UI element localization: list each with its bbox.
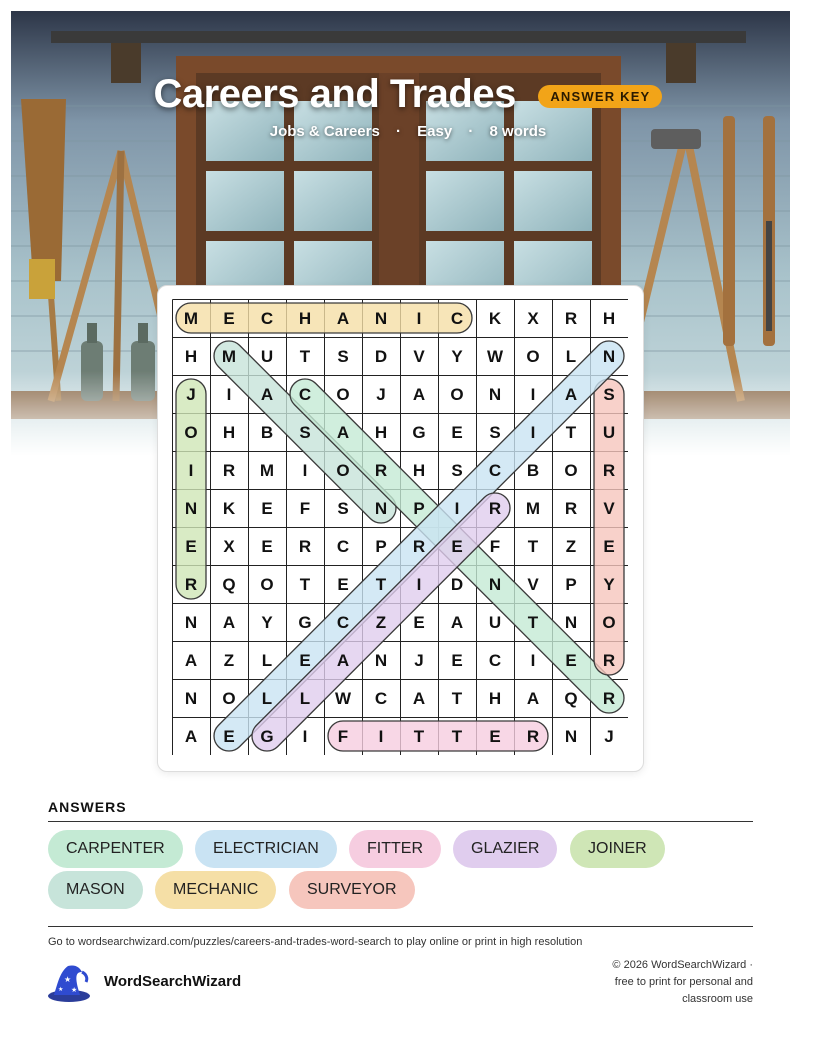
grid-letter: H xyxy=(222,423,236,442)
grid-letter: J xyxy=(186,385,196,404)
brand-name[interactable]: WordSearchWizard xyxy=(104,973,242,990)
answer-chip: ELECTRICIAN xyxy=(195,830,337,868)
divider xyxy=(48,821,753,822)
grid-letter: N xyxy=(184,689,198,708)
grid-letter: G xyxy=(298,613,312,632)
grid-letter: K xyxy=(488,309,502,328)
grid-letter: W xyxy=(486,347,504,366)
grid-letter: R xyxy=(602,461,616,480)
grid-letter: O xyxy=(260,575,274,594)
answer-chip: CARPENTER xyxy=(48,830,183,868)
grid-letter: T xyxy=(413,727,425,746)
grid-letter: H xyxy=(184,347,198,366)
grid-letter: A xyxy=(450,613,464,632)
grid-letter: D xyxy=(374,347,388,366)
grid-letter: T xyxy=(299,575,311,594)
answer-chip: JOINER xyxy=(570,830,665,868)
grid-letter: V xyxy=(527,575,539,594)
grid-letter: O xyxy=(336,385,350,404)
grid-letter: T xyxy=(565,423,577,442)
answer-chip: MASON xyxy=(48,871,143,909)
grid-letter: C xyxy=(450,309,464,328)
grid-letter: A xyxy=(336,651,350,670)
grid-letter: C xyxy=(260,309,274,328)
grid-letter: G xyxy=(260,727,274,746)
title-row xyxy=(0,72,816,117)
grid-letter: A xyxy=(412,689,426,708)
grid-letter: M xyxy=(525,499,541,518)
grid-letter: P xyxy=(565,575,577,594)
grid-letter: A xyxy=(526,689,540,708)
grid-letter: I xyxy=(302,727,308,746)
grid-letter: N xyxy=(374,651,388,670)
grid-letter: K xyxy=(222,499,236,518)
copyright-line: © 2026 WordSearchWizard · xyxy=(612,959,753,971)
grid-letter: O xyxy=(184,423,198,442)
grid-letter: F xyxy=(299,499,311,518)
grid-letter: J xyxy=(414,651,424,670)
grid-letter: I xyxy=(226,385,232,404)
grid-letter: H xyxy=(374,423,388,442)
grid-letter: L xyxy=(565,347,577,366)
grid-letter: S xyxy=(299,423,311,442)
grid-letter: M xyxy=(259,461,275,480)
grid-letter: O xyxy=(526,347,540,366)
word-highlights xyxy=(176,303,628,755)
svg-text:★: ★ xyxy=(71,986,78,994)
grid-letter: S xyxy=(603,385,615,404)
grid-letter: R xyxy=(222,461,236,480)
wizard-hat-logo-icon xyxy=(46,962,92,1009)
grid-letter: A xyxy=(184,727,198,746)
grid-letter: R xyxy=(298,537,312,556)
grid-letter: R xyxy=(374,461,388,480)
copyright-notice xyxy=(533,957,753,1008)
answer-key-badge: ANSWER KEY xyxy=(538,85,662,108)
grid-letter: G xyxy=(412,423,426,442)
grid-letter: I xyxy=(416,309,422,328)
grid-letter: X xyxy=(527,309,539,328)
grid-letter: A xyxy=(184,651,198,670)
grid-letter: V xyxy=(603,499,615,518)
grid-letter: E xyxy=(337,575,349,594)
copyright-line: classroom use xyxy=(682,993,753,1005)
grid-letter: N xyxy=(564,727,578,746)
grid-letter: U xyxy=(260,347,274,366)
grid-letter: O xyxy=(564,461,578,480)
grid-letter: N xyxy=(374,309,388,328)
grid-letter: R xyxy=(602,689,616,708)
grid-letter: M xyxy=(221,347,237,366)
divider xyxy=(48,926,753,927)
grid-letter: E xyxy=(261,537,273,556)
word-search-grid xyxy=(172,299,628,755)
grid-letter: E xyxy=(185,537,197,556)
grid-letter: S xyxy=(489,423,501,442)
grid-letter: Y xyxy=(603,575,615,594)
grid-letter: A xyxy=(412,385,426,404)
grid-letter: C xyxy=(488,651,502,670)
svg-text:★: ★ xyxy=(58,986,64,993)
svg-text:★: ★ xyxy=(64,975,72,984)
grid-letter: E xyxy=(413,613,425,632)
grid-letter: T xyxy=(527,537,539,556)
grid-letter: S xyxy=(337,347,349,366)
grid-letter: F xyxy=(489,537,501,556)
category-label: Jobs & Careers xyxy=(269,123,380,140)
grid-letter: B xyxy=(526,461,540,480)
grid-letter: T xyxy=(451,727,463,746)
grid-letter: O xyxy=(450,385,464,404)
grid-letter: E xyxy=(261,499,273,518)
puzzle-meta xyxy=(0,123,816,140)
grid-letter: R xyxy=(184,575,198,594)
grid-letter: V xyxy=(413,347,425,366)
grid-letter: Q xyxy=(564,689,578,708)
grid-letter: R xyxy=(564,499,578,518)
grid-letter: I xyxy=(454,499,460,518)
answers-heading: ANSWERS xyxy=(48,799,127,815)
grid-letter: N xyxy=(602,347,616,366)
grid-letter: E xyxy=(603,537,615,556)
grid-letter: W xyxy=(334,689,352,708)
grid-letter: E xyxy=(223,727,235,746)
grid-letter: H xyxy=(488,689,502,708)
grid-letter: T xyxy=(527,613,539,632)
grid-letter: U xyxy=(488,613,502,632)
grid-letter: Q xyxy=(222,575,236,594)
grid-letter: E xyxy=(223,309,235,328)
grid-letter: N xyxy=(184,499,198,518)
answer-chip: FITTER xyxy=(349,830,441,868)
highlight-mechanic xyxy=(176,303,472,333)
grid-letter: N xyxy=(374,499,388,518)
grid-letter: L xyxy=(261,651,273,670)
grid-letter: A xyxy=(222,613,236,632)
grid-letter: S xyxy=(337,499,349,518)
grid-letter: R xyxy=(526,727,540,746)
highlight-fitter xyxy=(328,721,548,751)
grid-letter: L xyxy=(299,689,311,708)
grid-letter: I xyxy=(302,461,308,480)
grid-letter: H xyxy=(602,309,616,328)
copyright-line: free to print for personal and xyxy=(614,976,753,988)
grid-letter: P xyxy=(413,499,425,518)
grid-letter: R xyxy=(488,499,502,518)
grid-letter: H xyxy=(298,309,312,328)
grid-letter: A xyxy=(336,423,350,442)
grid-letter: E xyxy=(451,537,463,556)
grid-letter: E xyxy=(451,423,463,442)
grid-letter: A xyxy=(336,309,350,328)
grid-letter: E xyxy=(565,651,577,670)
grid-letter: I xyxy=(530,423,536,442)
grid-letter: C xyxy=(336,613,350,632)
answer-chip: SURVEYOR xyxy=(289,871,415,909)
grid-letter: B xyxy=(260,423,274,442)
grid-letter: N xyxy=(488,575,502,594)
page-title: Careers and Trades xyxy=(153,72,516,116)
grid-letter: I xyxy=(530,385,536,404)
difficulty-label: Easy xyxy=(417,123,453,140)
grid-letter: N xyxy=(488,385,502,404)
grid-letter: O xyxy=(222,689,236,708)
grid-letter: D xyxy=(450,575,464,594)
grid-letter: O xyxy=(336,461,350,480)
grid-letter: C xyxy=(298,385,312,404)
grid-letter: C xyxy=(374,689,388,708)
grid-letter: Z xyxy=(223,651,235,670)
grid-letter: U xyxy=(602,423,616,442)
grid-letter: L xyxy=(261,689,273,708)
grid-letter: C xyxy=(488,461,502,480)
footer-url-text[interactable]: Go to wordsearchwizard.com/puzzles/careers-and-trades-word-search to play online or print in high resolution xyxy=(48,936,583,948)
grid-letter: R xyxy=(602,651,616,670)
grid-letter: A xyxy=(260,385,274,404)
grid-letter: R xyxy=(564,309,578,328)
grid-letter: O xyxy=(602,613,616,632)
grid-letter: Z xyxy=(375,613,387,632)
grid-letter: X xyxy=(223,537,235,556)
grid-letter: P xyxy=(375,537,387,556)
grid-letter: T xyxy=(375,575,387,594)
grid-letter: N xyxy=(184,613,198,632)
grid-letter: I xyxy=(188,461,194,480)
grid-letter: C xyxy=(336,537,350,556)
grid-letter: I xyxy=(378,727,384,746)
separator-dot: · xyxy=(468,123,474,140)
highlight-joiner xyxy=(176,379,206,599)
grid-letter: E xyxy=(489,727,501,746)
grid-letter: E xyxy=(299,651,311,670)
grid-letter: I xyxy=(530,651,536,670)
grid-letter: A xyxy=(564,385,578,404)
grid-letter: H xyxy=(412,461,426,480)
grid-letter: R xyxy=(412,537,426,556)
grid-letter: J xyxy=(604,727,614,746)
separator-dot: · xyxy=(395,123,401,140)
grid-letter: M xyxy=(183,309,199,328)
grid-letter: T xyxy=(299,347,311,366)
answer-chip: GLAZIER xyxy=(453,830,557,868)
grid-letter: Y xyxy=(261,613,273,632)
answer-chip: MECHANIC xyxy=(155,871,276,909)
grid-letter: Z xyxy=(565,537,577,556)
grid-letter: F xyxy=(337,727,349,746)
grid-letter: E xyxy=(451,651,463,670)
grid-letter: J xyxy=(376,385,386,404)
grid-letter: Y xyxy=(451,347,463,366)
word-count-label: 8 words xyxy=(489,123,547,140)
grid-letter: N xyxy=(564,613,578,632)
grid-letter: S xyxy=(451,461,463,480)
grid-letter: T xyxy=(451,689,463,708)
grid-letter: I xyxy=(416,575,422,594)
